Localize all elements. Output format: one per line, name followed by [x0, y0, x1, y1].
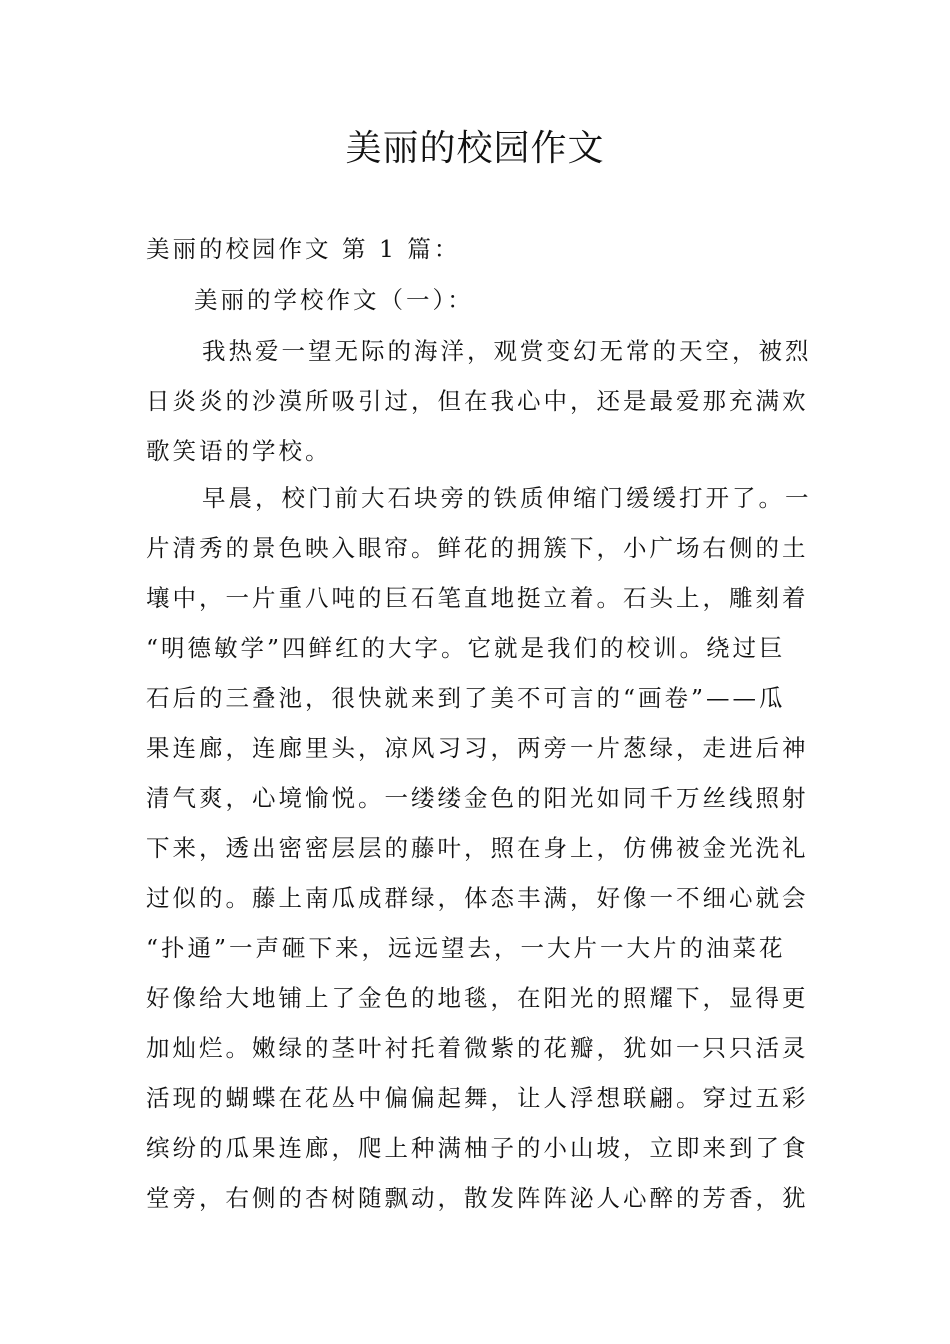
document-title: 美丽的校园作文: [345, 128, 605, 169]
paragraph-line: 加灿烂。嫩绿的茎叶衬托着微紫的花瓣，犹如一只只活灵: [146, 1034, 809, 1062]
paragraph-line: 片清秀的景色映入眼帘。鲜花的拥簇下，小广场右侧的土: [146, 534, 809, 562]
paragraph-line: 我热爱一望无际的海洋，观赏变幻无常的天空，被烈: [202, 337, 812, 365]
paragraph-line: “扑通”一声砸下来，远远望去，一大片一大片的油菜花: [146, 934, 786, 962]
paragraph-line: 石后的三叠池，很快就来到了美不可言的“画卷”——瓜: [146, 684, 786, 712]
paragraph-line: 缤纷的瓜果连廊，爬上种满柚子的小山坡，立即来到了食: [146, 1134, 809, 1162]
paragraph-line: 日炎炎的沙漠所吸引过，但在我心中，还是最爱那充满欢: [146, 387, 809, 415]
paragraph-line: “明德敏学”四鲜红的大字。它就是我们的校训。绕过巨: [146, 634, 786, 662]
paragraph-line: 堂旁，右侧的杏树随飘动，散发阵阵泌人心醉的芳香，犹: [146, 1184, 809, 1212]
paragraph-line: 下来，透出密密层层的藤叶，照在身上，仿佛被金光洗礼: [146, 834, 809, 862]
paragraph-line: 早晨，校门前大石块旁的铁质伸缩门缓缓打开了。一: [202, 484, 812, 512]
paragraph-line: 果连廊，连廊里头，凉风习习，两旁一片葱绿，走进后神: [146, 734, 809, 762]
paragraph-line: 歌笑语的学校。: [146, 437, 332, 465]
paragraph-line: 清气爽，心境愉悦。一缕缕金色的阳光如同千万丝线照射: [146, 784, 809, 812]
section-heading: 美丽的校园作文 第 1 篇：: [146, 235, 461, 263]
subheading: 美丽的学校作文（一）：: [194, 286, 474, 314]
paragraph-line: 好像给大地铺上了金色的地毯，在阳光的照耀下，显得更: [146, 984, 809, 1012]
paragraph-line: 活现的蝴蝶在花丛中偏偏起舞，让人浮想联翩。穿过五彩: [146, 1084, 809, 1112]
paragraph-line: 过似的。藤上南瓜成群绿，体态丰满，好像一不细心就会: [146, 884, 809, 912]
paragraph-line: 壤中，一片重八吨的巨石笔直地挺立着。石头上，雕刻着: [146, 584, 809, 612]
